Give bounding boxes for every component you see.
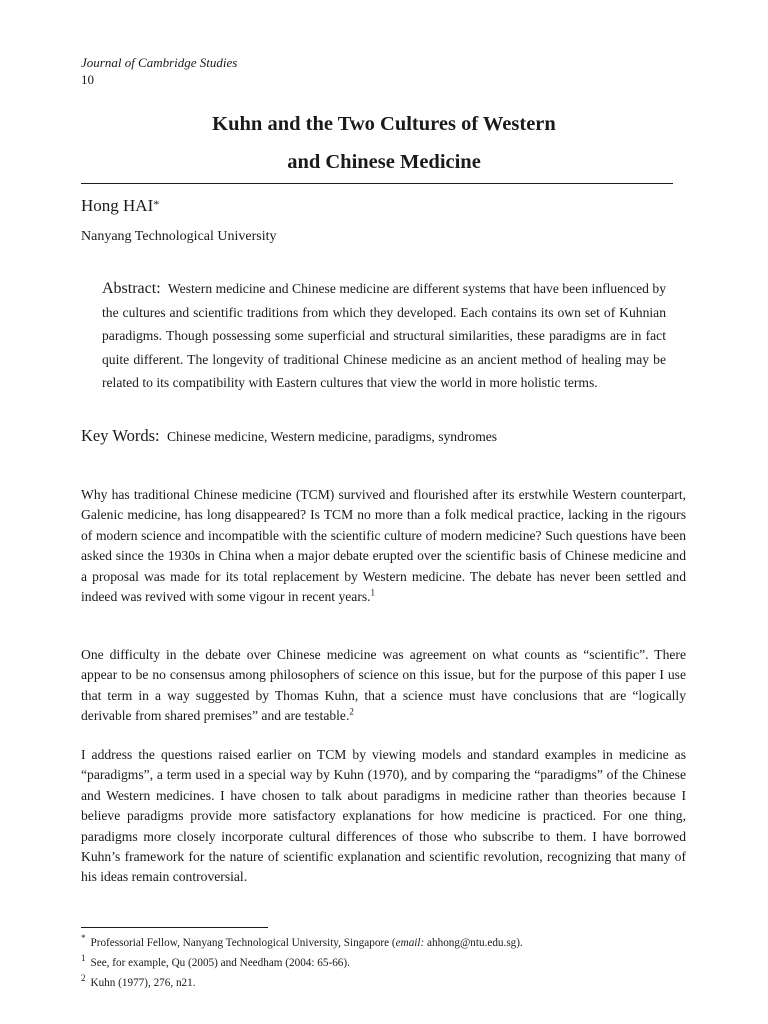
footnote-mark: 1: [81, 953, 86, 964]
paper-title-line-1: Kuhn and the Two Cultures of Western: [212, 113, 556, 135]
body-paragraph-3: [81, 745, 686, 888]
keywords-text: Chinese medicine, Western medicine, paradigms, syndromes: [166, 429, 498, 444]
footnote-2: [81, 973, 196, 990]
email-label: email:: [395, 937, 425, 949]
page-number: 10: [81, 72, 94, 87]
abstract-text: Western medicine and Chinese medicine are different systems that have been influenced by the cultures and scientific traditions from which they developed. Each contains its own set of Kuhnian paradigms. Though possessing some superficial and structural similarities, these paradigms are in fact quite different. The longevity of traditional Chinese medicine as an ancient method of healing may be related to its compatibility with Eastern cultures that view the world in more holistic terms.: [102, 281, 666, 391]
footnote-1: [81, 953, 350, 970]
paragraph-text: One difficulty in the debate over Chinese medicine was agreement on what counts as “scientific”. There appear to be no consensus among philosophers of science on this issue, but for the purpose of this paper I use that term in a way suggested by Thomas Kuhn, that a science must have conclusions that are “logically derivable from shared premises” and are testable.: [81, 647, 686, 724]
keywords: [81, 425, 497, 448]
author-email: ahhong@ntu.edu.sg: [427, 937, 517, 949]
body-paragraph-2: [81, 645, 686, 727]
author-affiliation: Nanyang Technological University: [81, 229, 277, 244]
footnote-mark: *: [81, 933, 86, 944]
author-name: Hong HAI: [81, 196, 154, 215]
author: [81, 194, 159, 216]
footnote-text: See, for example, Qu (2005) and Needham (2004: 65-66).: [90, 957, 350, 969]
abstract-label: Abstract:: [102, 280, 161, 297]
paragraph-text: Why has traditional Chinese medicine (TCM) survived and flourished after its erstwhile Western counterpart, Galenic medicine, has long disappeared? Is TCM no more than a folk medical practice, lacking in the rigours of modern science and incompatible with the scientific culture of modern medicine? Such questions have been asked since the 1930s in China when a major debate erupted over the scientific basis of Chinese medicine and a proposal was made for its total replacement by Western medicine. The debate has never been settled and indeed was revived with some vigour in recent years.: [81, 487, 686, 605]
footnote-divider: [81, 927, 268, 928]
footnote-author: [81, 933, 523, 950]
footnote-ref-2: 2: [349, 706, 354, 717]
paper-title-line-2: and Chinese Medicine: [287, 151, 481, 173]
footnote-ref-1: 1: [370, 587, 376, 598]
footnote-mark: 2: [81, 973, 86, 984]
footnote-text: Kuhn (1977), 276, n21.: [90, 977, 196, 989]
journal-name: Journal of Cambridge Studies: [81, 55, 238, 70]
footnote-text: Professorial Fellow, Nanyang Technological University, Singapore (: [90, 937, 396, 949]
abstract: [102, 277, 666, 395]
footnote-text-end: ).: [516, 937, 523, 949]
paragraph-text: I address the questions raised earlier on TCM by viewing models and standard examples in medicine as “paradigms”, a term used in a special way by Kuhn (1970), and by comparing the “paradigms” of the Chinese and Western medicines. I have chosen to talk about paradigms in medicine rather than theories because I believe paradigms provide more satisfactory explanations for how medicine is practiced. For one thing, paradigms more closely incorporate cultural differences of those who subscribe to them. I have borrowed Kuhn’s framework for the nature of scientific explanation and scientific revolution, recognizing that many of his ideas remain controversial.: [81, 747, 686, 885]
body-paragraph-1: [81, 485, 686, 607]
keywords-label: Key Words:: [81, 426, 160, 445]
author-footnote-mark: *: [153, 197, 160, 211]
title-divider: [81, 183, 673, 184]
